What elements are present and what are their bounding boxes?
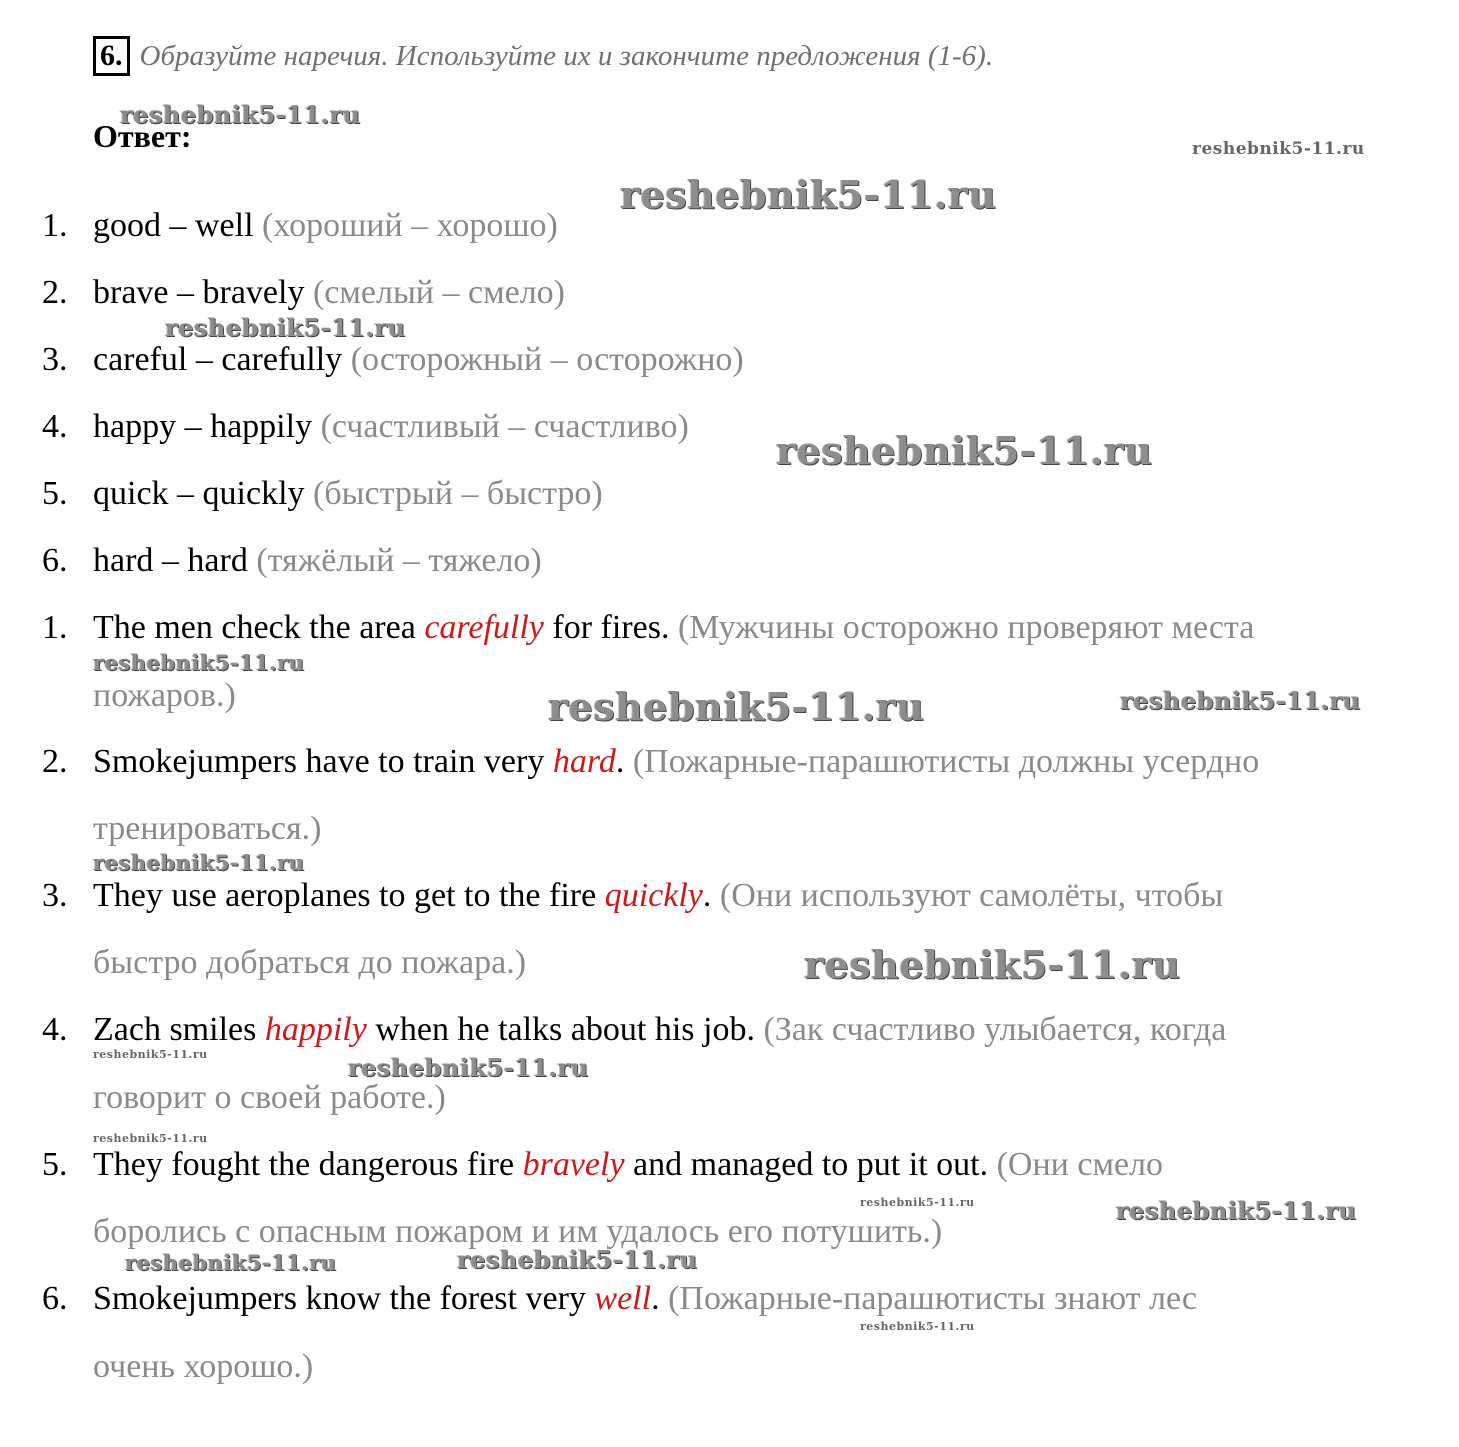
- item-number: 3.: [42, 877, 68, 914]
- sentence-translation: (Они смело: [996, 1146, 1164, 1183]
- sentence-text: Smokejumpers know the forest very: [93, 1280, 595, 1317]
- answer-word: happily: [264, 1011, 367, 1048]
- item-number: 4.: [42, 408, 68, 445]
- sentence-text: when he talks about his job.: [366, 1011, 755, 1048]
- sentence-translation-cont: тренироваться.): [93, 810, 322, 847]
- watermark: reshebnik5-11.ru: [165, 313, 406, 342]
- adverb-pair: quick – quickly: [93, 475, 305, 512]
- sentence-translation-cont: быстро добраться до пожара.): [93, 944, 527, 981]
- answer-word: bravely: [522, 1146, 625, 1183]
- sentence-text: .: [615, 743, 625, 780]
- sentence-translation: (Пожарные-парашютисты знают лес: [668, 1280, 1198, 1317]
- sentence-text: for fires.: [543, 609, 670, 646]
- adverb-translation: (осторожный – осторожно): [350, 341, 744, 378]
- sentence-translation-cont: говорит о своей работе.): [93, 1079, 446, 1116]
- watermark: reshebnik5-11.ru: [776, 428, 1153, 473]
- adverb-translation: (тяжёлый – тяжело): [256, 542, 542, 579]
- answer-label: Ответ:: [93, 118, 192, 154]
- answer-word: carefully: [424, 609, 544, 646]
- item-number: 4.: [42, 1011, 68, 1048]
- sentence-text: Zach smiles: [93, 1011, 265, 1048]
- adverb-pair: happy – happily: [93, 408, 313, 445]
- sentence-translation: (Мужчины осторожно проверяют места: [677, 609, 1255, 646]
- item-number: 1.: [42, 609, 68, 646]
- watermark: reshebnik5-11.ru: [860, 1196, 975, 1209]
- adverb-pair: brave – bravely: [93, 274, 305, 311]
- adverb-pair: careful – carefully: [93, 341, 343, 378]
- sentence-translation-cont: боролись с опасным пожаром и им удалось его потушить.): [93, 1213, 943, 1250]
- item-number: 2.: [42, 274, 68, 311]
- watermark: reshebnik5-11.ru: [620, 172, 997, 217]
- watermark: reshebnik5-11.ru: [1192, 139, 1365, 159]
- item-number: 2.: [42, 743, 68, 780]
- task-instruction: Образуйте наречия. Используйте их и закончите предложения (1-6).: [139, 39, 994, 72]
- watermark: reshebnik5-11.ru: [804, 942, 1181, 987]
- item-number: 6.: [42, 1280, 68, 1317]
- item-number: 6.: [42, 542, 68, 579]
- answer-word: quickly: [604, 877, 703, 914]
- sentence-translation: (Пожарные-парашютисты должны усердно: [632, 743, 1260, 780]
- watermark: reshebnik5-11.ru: [860, 1320, 975, 1333]
- item-number: 3.: [42, 341, 68, 378]
- sentence-text: and managed to put it out.: [624, 1146, 989, 1183]
- item-number: 1.: [42, 207, 68, 244]
- watermark: reshebnik5-11.ru: [125, 1250, 337, 1275]
- watermark: reshebnik5-11.ru: [548, 684, 925, 729]
- watermark: reshebnik5-11.ru: [93, 1132, 208, 1145]
- sentence-translation: (Зак счастливо улыбается, когда: [763, 1011, 1227, 1048]
- item-number: 5.: [42, 475, 68, 512]
- adverb-pair: hard – hard: [93, 542, 248, 579]
- sentence-text: .: [702, 877, 712, 914]
- task-header: [93, 34, 993, 78]
- watermark: reshebnik5-11.ru: [348, 1053, 589, 1082]
- adverb-translation: (счастливый – счастливо): [320, 408, 689, 445]
- watermark: reshebnik5-11.ru: [93, 850, 305, 875]
- sentence-translation-cont: очень хорошо.): [93, 1348, 314, 1385]
- watermark: reshebnik5-11.ru: [457, 1245, 698, 1274]
- watermark: reshebnik5-11.ru: [120, 100, 361, 129]
- watermark: reshebnik5-11.ru: [1116, 1196, 1357, 1225]
- adverb-translation: (быстрый – быстро): [313, 475, 603, 512]
- sentence-text: The men check the area: [93, 609, 425, 646]
- sentence-translation: (Они используют самолёты, чтобы: [719, 877, 1224, 914]
- sentence-text: Smokejumpers have to train very: [93, 743, 553, 780]
- adverb-translation: (смелый – смело): [312, 274, 565, 311]
- answer-word: well: [594, 1280, 652, 1317]
- adverb-pair: good – well: [93, 207, 254, 244]
- answer-word: hard: [552, 743, 616, 780]
- sentence-translation-cont: пожаров.): [93, 677, 236, 714]
- task-number: 6.: [93, 36, 130, 76]
- sentence-text: They use aeroplanes to get to the fire: [93, 877, 605, 914]
- sentence-text: They fought the dangerous fire: [93, 1146, 523, 1183]
- watermark: reshebnik5-11.ru: [93, 650, 305, 675]
- item-number: 5.: [42, 1146, 68, 1183]
- watermark: reshebnik5-11.ru: [1120, 686, 1361, 715]
- watermark: reshebnik5-11.ru: [93, 1048, 208, 1061]
- adverb-translation: (хороший – хорошо): [262, 207, 558, 244]
- sentence-text: .: [651, 1280, 660, 1317]
